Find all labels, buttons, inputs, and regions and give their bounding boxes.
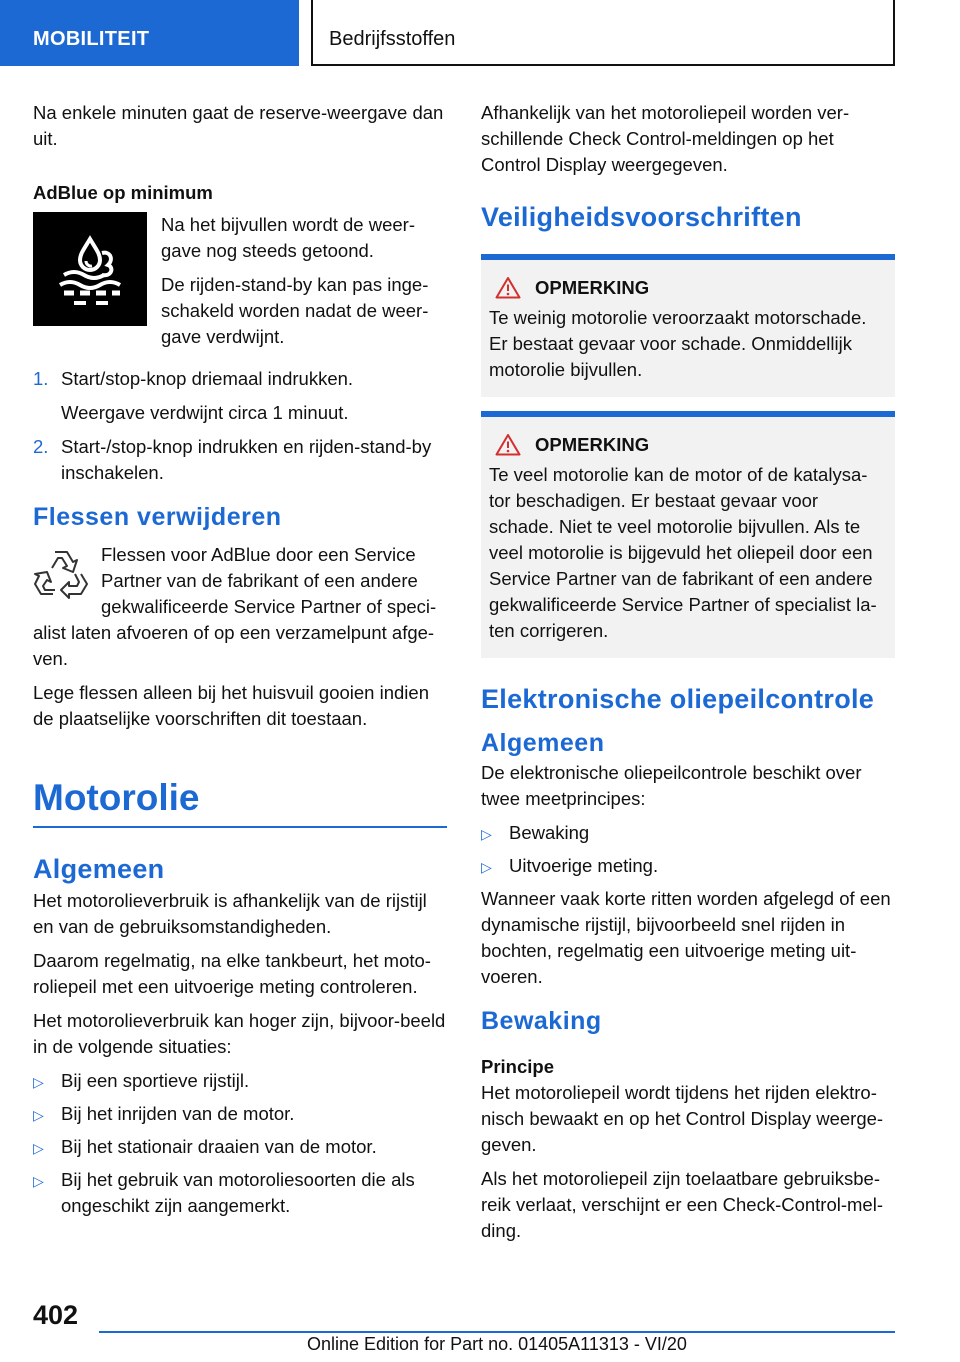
motorolie-heading: Motorolie	[33, 777, 200, 818]
footer-edition: Online Edition for Part no. 01405A11313 - VI/20	[307, 1334, 687, 1354]
step-subtext: Weergave verdwijnt circa 1 minuut.	[61, 402, 349, 423]
list-item: ▷ Bewaking	[481, 820, 895, 847]
bullet-triangle-icon: ▷	[33, 1107, 44, 1123]
note-box-1	[481, 254, 895, 397]
list-item: ▷ Uitvoerige meting.	[481, 853, 895, 880]
algemeen-paragraph-3: Het motorolieverbruik kan hoger zijn, bijvoor-beeld in de volgende situaties:	[33, 1010, 446, 1057]
adblue-paragraph-1: Na het bijvullen wordt de weer-gave nog steeds getoond.	[161, 214, 415, 261]
elektronische-heading: Elektronische oliepeilcontrole	[481, 684, 875, 714]
bewaking-heading: Bewaking	[481, 1007, 602, 1035]
page-number: 402	[33, 1300, 79, 1330]
warning-triangle-icon	[495, 433, 521, 456]
list-item: ▷ Bij het stationair draaien van de motor.	[33, 1134, 447, 1161]
flessen-heading: Flessen verwijderen	[33, 503, 282, 531]
veiligheid-heading: Veiligheidsvoorschriften	[481, 202, 802, 232]
bullet-triangle-icon: ▷	[33, 1140, 44, 1156]
adblue-text	[161, 212, 447, 358]
list-item: ▷ Bij het inrijden van de motor.	[33, 1101, 447, 1128]
note-header	[489, 276, 887, 299]
algemeen-paragraph-1: Het motorolieverbruik is afhankelijk van de rijstijl en van de gebruiksomstandigheden.	[33, 890, 427, 937]
list-item: ▷ Bij een sportieve rijstijl.	[33, 1068, 447, 1095]
algemeen-subheading: Algemeen	[481, 729, 605, 757]
bullet-triangle-icon: ▷	[481, 826, 492, 842]
adblue-heading: AdBlue op minimum	[33, 182, 213, 203]
chapter-tab	[311, 0, 895, 66]
section-label: MOBILITEIT	[33, 28, 150, 50]
flessen-block	[33, 542, 447, 732]
steps-list	[33, 366, 447, 486]
right-intro-paragraph: Afhankelijk van het motoroliepeil worden ver-schillende Check Control-meldingen op het Control Display weergegeven.	[481, 102, 850, 175]
warning-triangle-icon	[495, 276, 521, 299]
section-tab	[0, 0, 299, 66]
flessen-paragraph-2: Lege flessen alleen bij het huisvuil gooien indien de plaatselijke voorschriften dit toestaan.	[33, 682, 429, 729]
chapter-label: Bedrijfsstoffen	[329, 28, 456, 50]
note-text: Te veel motorolie kan de motor of de katalysa-tor beschadigen. Er bestaat gevaar voor schade. Niet te veel motorolie bijvullen. Als te veel motorolie is bijgevuld het oliepeil door een Service Partner van de fabrikant of een andere gekwalificeerde Service Partner of specialist la-ten corrigeren.	[489, 464, 877, 641]
situations-list	[33, 1068, 447, 1219]
elek-paragraph-2: Wanneer vaak korte ritten worden afgelegd of een dynamische rijstijl, bijvoorbeeld snel rijden in bochten, regelmatig een uitvoerige meting uit-voeren.	[481, 888, 891, 987]
adblue-warning-icon	[33, 212, 147, 326]
principe-paragraph-2: Als het motoroliepeil zijn toelaatbare gebruiksbe-reik verlaat, verschijnt er een Check-Control-mel-ding.	[481, 1168, 883, 1241]
motorolie-rule	[33, 826, 447, 828]
principe-paragraph-1: Het motoroliepeil wordt tijdens het rijden elektro-nisch bewaakt en op het Control Display weerge-geven.	[481, 1082, 884, 1155]
note-label: OPMERKING	[535, 276, 650, 298]
page-header	[0, 0, 960, 66]
bullet-triangle-icon: ▷	[33, 1074, 44, 1090]
step-number: 1.	[33, 368, 49, 389]
adblue-paragraph-2: De rijden-stand-by kan pas inge-schakeld worden nadat de weer-gave verdwijnt.	[161, 274, 429, 347]
elek-paragraph-1: De elektronische oliepeilcontrole beschikt over twee meetprincipes:	[481, 762, 862, 809]
note-text: Te weinig motorolie veroorzaakt motorschade. Er bestaat gevaar voor schade. Onmiddellijk motorolie bijvullen.	[489, 307, 867, 380]
footer-rule	[99, 1331, 895, 1333]
note-label: OPMERKING	[535, 433, 650, 455]
flessen-paragraph-1: Flessen voor AdBlue door een Service Partner van de fabrikant of een andere gekwalificeerde Service Partner of speci-alist laten afvoeren of op een verzamelpunt afge-ven.	[33, 544, 437, 669]
list-item: ▷ Bij het gebruik van motoroliesoorten die als ongeschikt zijn aangemerkt.	[33, 1167, 447, 1219]
algemeen-paragraph-2: Daarom regelmatig, na elke tankbeurt, het moto-roliepeil met een uitvoerige meting controleren.	[33, 950, 431, 997]
bullet-triangle-icon: ▷	[33, 1173, 44, 1189]
bullet-triangle-icon: ▷	[481, 859, 492, 875]
step-text: Start-/stop-knop indrukken en rijden-stand-by inschakelen.	[61, 436, 432, 483]
left-column	[33, 100, 447, 1225]
algemeen-heading: Algemeen	[33, 854, 165, 884]
step-number: 2.	[33, 436, 49, 457]
list-item	[33, 434, 447, 486]
step-text: Start/stop-knop driemaal indrukken.	[61, 368, 354, 389]
principles-list	[481, 820, 895, 880]
recycle-icon	[33, 544, 89, 600]
adblue-block	[33, 212, 447, 358]
note-box-2	[481, 411, 895, 658]
intro-paragraph: Na enkele minuten gaat de reserve-weergave dan uit.	[33, 102, 444, 149]
list-item	[33, 366, 447, 426]
right-column	[481, 100, 895, 1252]
principe-heading: Principe	[481, 1056, 554, 1077]
note-header	[489, 433, 887, 456]
